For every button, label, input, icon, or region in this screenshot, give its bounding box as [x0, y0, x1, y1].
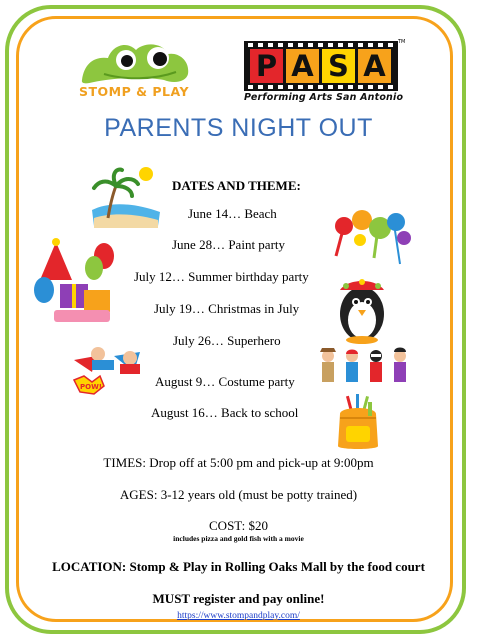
- date-item: July 12… Summer birthday party: [134, 269, 309, 284]
- pasa-letter: P: [250, 49, 283, 83]
- date-item: June 14… Beach: [188, 206, 277, 221]
- location-info: LOCATION: Stomp & Play in Rolling Oaks Mall by the food court: [52, 559, 425, 574]
- pasa-letter: S: [322, 49, 355, 83]
- date-item: June 28… Paint party: [172, 237, 286, 252]
- pasa-logo[interactable]: [244, 39, 406, 105]
- cost-note: includes pizza and gold fish with a movie: [173, 534, 304, 543]
- trademark: TM: [398, 39, 406, 45]
- times-info: TIMES: Drop off at 5:00 pm and pick-up at 9:00pm: [103, 455, 374, 470]
- register-info: MUST register and pay online!: [152, 591, 325, 606]
- stomp-and-play-wordmark: STOMP & PLAY: [78, 84, 190, 99]
- costume-kids-clipart: [316, 346, 408, 390]
- date-item: August 9… Costume party: [155, 374, 295, 389]
- film-holes: [248, 85, 394, 89]
- paint-splatter-clipart: [330, 206, 418, 272]
- film-holes: [248, 43, 394, 47]
- film-strip: [244, 41, 398, 91]
- cost-info: COST: $20: [209, 518, 268, 533]
- school-backpack-clipart: [330, 394, 386, 452]
- pasa-letter: A: [358, 49, 391, 83]
- page-title: PARENTS NIGHT OUT: [104, 114, 373, 142]
- date-item: July 19… Christmas in July: [154, 301, 300, 316]
- superhero-clipart: [70, 342, 150, 398]
- pasa-subtitle: Performing Arts San Antonio: [244, 92, 404, 103]
- date-item: July 26… Superhero: [173, 333, 281, 348]
- beach-clipart: [88, 162, 164, 230]
- stomp-and-play-logo[interactable]: [74, 36, 194, 102]
- date-item: August 16… Back to school: [151, 405, 299, 420]
- ages-info: AGES: 3-12 years old (must be potty trained): [119, 487, 358, 502]
- website-link[interactable]: https://www.stompandplay.com/: [177, 611, 300, 621]
- christmas-penguin-clipart: [332, 274, 394, 344]
- pasa-letter: A: [286, 49, 319, 83]
- frog-icon: [74, 36, 194, 86]
- svg-text:POW!: POW!: [80, 383, 102, 391]
- dates-heading: DATES AND THEME:: [172, 178, 301, 193]
- birthday-party-clipart: [32, 238, 124, 328]
